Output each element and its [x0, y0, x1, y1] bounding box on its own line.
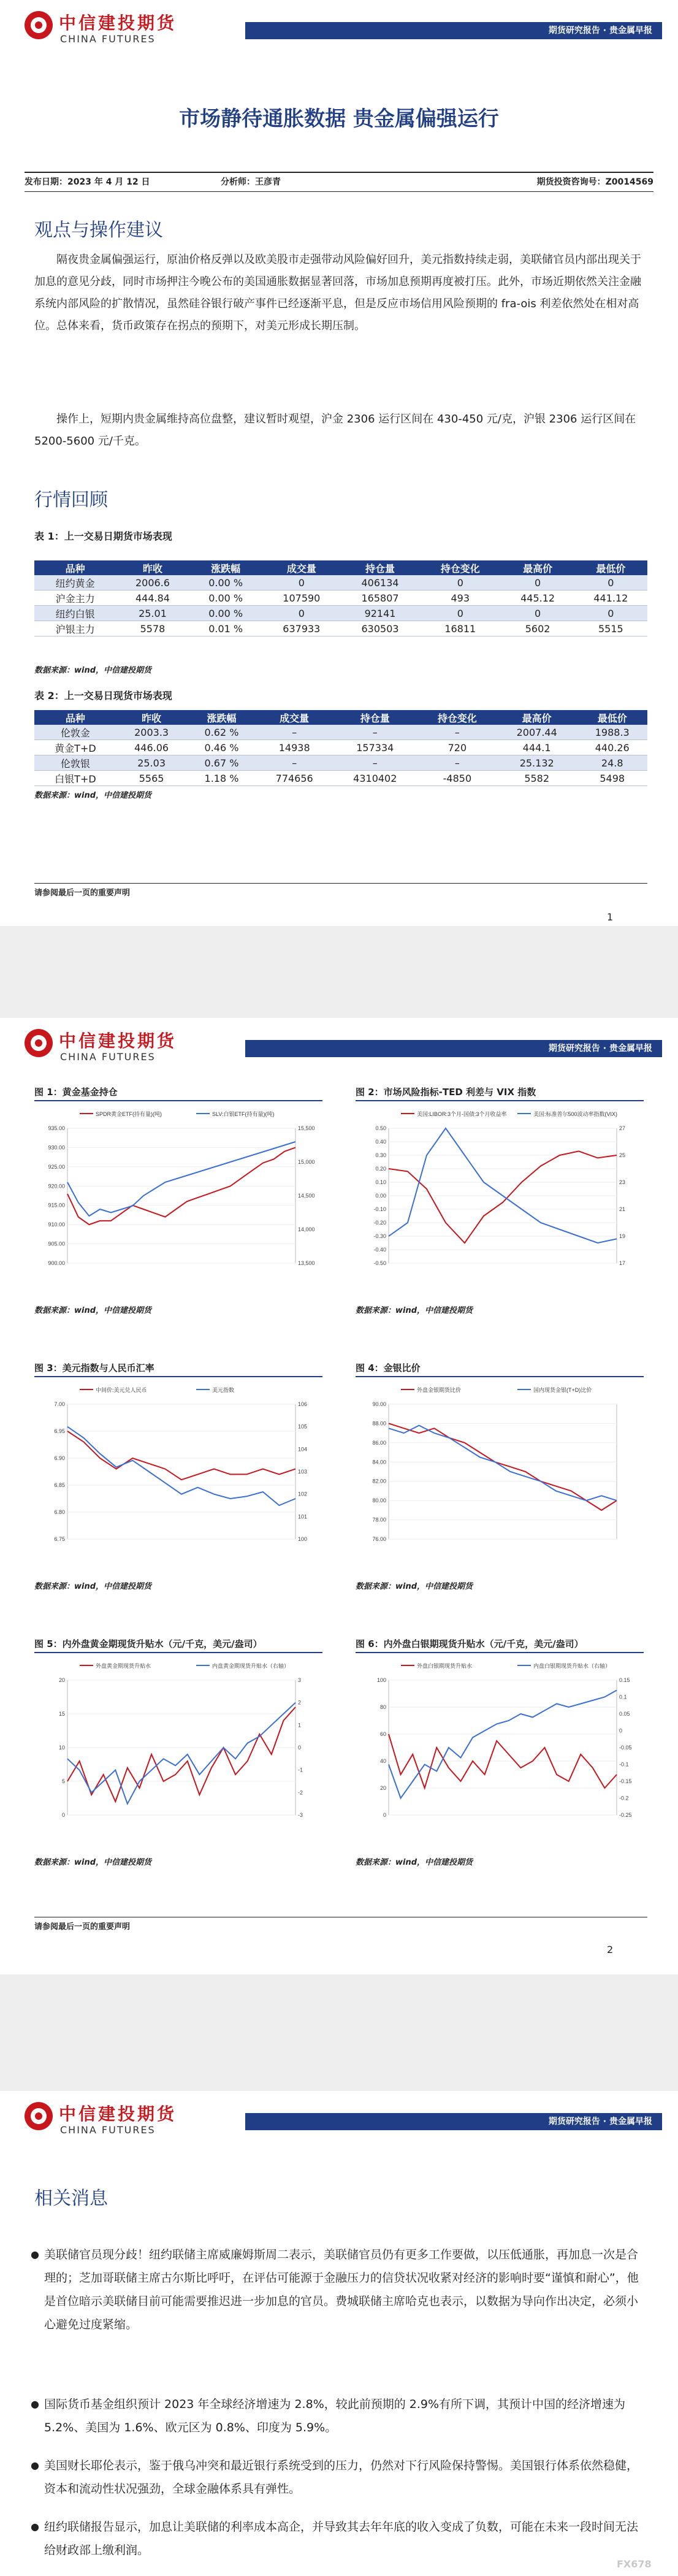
y2-tick-label: 25 — [619, 1152, 626, 1158]
table-row — [34, 755, 647, 771]
y2-tick-label: 0.1 — [619, 1694, 627, 1700]
y-tick-label: 6.90 — [54, 1455, 65, 1461]
table-cell: 4310402 — [332, 771, 418, 786]
section-review-title: 行情回顾 — [34, 489, 108, 511]
table-cell: 406134 — [341, 575, 419, 590]
page-number: 2 — [607, 1944, 614, 1955]
table-cell: – — [332, 755, 418, 771]
plot-frame — [389, 1404, 617, 1539]
table-cell: – — [257, 755, 332, 771]
legend-label: SLV:白银ETF(持有量)(吨) — [212, 1111, 275, 1117]
table-cell: 774656 — [257, 771, 332, 786]
report-tag: 期货研究报告 · 贵金属早报 — [245, 2113, 662, 2130]
y-tick-label: 0.10 — [375, 1179, 386, 1185]
report-meta — [25, 172, 653, 192]
y-tick-label: 6.75 — [54, 1536, 65, 1542]
y2-tick-label: 103 — [298, 1469, 308, 1475]
y-tick-label: 910.00 — [48, 1221, 65, 1228]
series-line — [67, 1427, 295, 1505]
y-tick-label: -0.10 — [373, 1206, 386, 1212]
legend-label: 内盘黄金期现货升贴水（右轴） — [212, 1663, 290, 1669]
chart-source: 数据来源：wind，中信建投期货 — [356, 1306, 473, 1315]
table-cell: – — [332, 725, 418, 740]
chart-title: 图 3：美元指数与人民币汇率 — [34, 1361, 322, 1377]
chart-1 — [34, 1085, 322, 1331]
table-cell: 伦敦银 — [34, 755, 116, 771]
y-tick-label: 20 — [58, 1677, 65, 1683]
table-cell: 25.03 — [116, 755, 186, 771]
table-cell: 0 — [574, 606, 647, 621]
view-paragraph-1: 隔夜贵金属偏强运行，原油价格反弹以及欧美股市走强带动风险偏好回升，美元指数持续走弱，美联储官员内部出现关于加息的意见分歧，同时市场押注今晚公布的美国通胀数据显著回落，市场加息预期再度被打压。此外，市场近期依然关注金融系统内部风险的扩散情况，虽然硅谷银行破产事件已经逐渐平息，但是反应市场信用风险预期的 fra-ois 利差依然处在相对高位。总体来看，货币政策存在拐点的预期下，对美元形成长期压制。 — [34, 253, 641, 332]
chart-3 — [34, 1361, 322, 1607]
table-header-cell: 持仓量 — [341, 560, 419, 575]
legend-label: 外盘黄金期现货升贴水 — [96, 1663, 151, 1669]
table-header-cell: 持仓量 — [332, 710, 418, 725]
y2-tick-label: 0.15 — [619, 1677, 630, 1683]
news-text: 国际货币基金组织预计 2023 年全球经济增速为 2.8%，较此前预期的 2.9%有所下调，其预计中国的经济增速为 5.2%、美国为 1.6%、欧元区为 0.8%、印度为 5.9%。 — [44, 2398, 626, 2434]
y-tick-label: 80.00 — [372, 1497, 386, 1504]
page-header — [0, 2091, 678, 2147]
bullet-icon: ● — [31, 2398, 39, 2410]
table-cell: 0 — [419, 606, 501, 621]
logo-icon — [25, 11, 53, 39]
bullet-icon: ● — [31, 2249, 39, 2260]
watermark: FX678 — [617, 2558, 652, 2570]
y-tick-label: 0.40 — [375, 1139, 386, 1145]
page-number: 1 — [607, 911, 614, 923]
news-item — [31, 2454, 639, 2501]
y-tick-label: 88.00 — [372, 1420, 386, 1427]
y2-tick-label: 0 — [298, 1745, 302, 1751]
logo-icon — [25, 1029, 53, 1057]
news-text: 纽约联储报告显示，加息让美联储的利率成本高企，并导致其去年年底的收入变成了负数，可能在未来一段时间无法给财政部上缴利润。 — [44, 2520, 639, 2557]
table-cell: 445.12 — [501, 590, 574, 606]
y-tick-label: 6.80 — [54, 1509, 65, 1515]
table-cell: 16811 — [419, 621, 501, 636]
y2-tick-label: 0 — [619, 1727, 623, 1734]
table-cell: 24.8 — [577, 755, 647, 771]
legend-label: 美国:标准普尔500波动率指数(VIX) — [533, 1111, 618, 1117]
table-cell: 黄金T+D — [34, 740, 116, 755]
table-cell: 0.00 % — [189, 606, 262, 621]
y-tick-label: 920.00 — [48, 1183, 65, 1190]
table-cell: 0.46 % — [186, 740, 256, 755]
logo-cn-text: 中信建投期货 — [59, 13, 177, 33]
y-tick-label: 0 — [383, 1812, 386, 1818]
y-tick-label: 6.95 — [54, 1428, 65, 1434]
table-cell: 0 — [262, 606, 341, 621]
table-cell: 0.62 % — [186, 725, 256, 740]
y2-tick-label: -0.05 — [619, 1745, 632, 1751]
y2-tick-label: 3 — [298, 1677, 302, 1683]
plot-frame — [67, 1128, 295, 1263]
table-cell: 5565 — [116, 771, 186, 786]
table-header-cell: 涨跌幅 — [186, 710, 256, 725]
y-tick-label: -0.20 — [373, 1220, 386, 1226]
y2-tick-label: 14,500 — [298, 1193, 315, 1199]
y-tick-label: 86.00 — [372, 1439, 386, 1446]
y2-tick-label: 1 — [298, 1722, 302, 1729]
table-row — [34, 740, 647, 755]
logo-en-text: CHINA FUTURES — [60, 2124, 156, 2136]
chart-title: 图 1：黄金基金持仓 — [34, 1085, 322, 1101]
chart-2 — [356, 1085, 644, 1331]
table-cell: 纽约黄金 — [34, 575, 116, 590]
news-item — [31, 2393, 639, 2439]
logo-icon — [25, 2102, 53, 2130]
table-cell: 2006.6 — [116, 575, 189, 590]
report-title: 市场静待通胀数据 贵金属偏强运行 — [179, 107, 499, 131]
table-cell: 444.1 — [497, 740, 577, 755]
page-footer: 请参阅最后一页的重要声明 — [34, 1917, 647, 1932]
y-tick-label: 80 — [379, 1704, 386, 1710]
table-cell: 720 — [418, 740, 497, 755]
company-logo — [25, 2100, 184, 2139]
y-tick-label: 925.00 — [48, 1163, 65, 1170]
table1-source: 数据来源：wind，中信建投期货 — [34, 666, 152, 675]
y-tick-label: 82.00 — [372, 1478, 386, 1485]
legend-label: SPDR黄金ETF(持有量)(吨) — [96, 1111, 162, 1117]
table-cell: 0.67 % — [186, 755, 256, 771]
plot-frame — [67, 1404, 295, 1539]
series-line — [389, 1426, 617, 1501]
table-cell: 5578 — [116, 621, 189, 636]
page-2 — [0, 1018, 678, 1974]
table-header-cell: 涨跌幅 — [189, 560, 262, 575]
page-header — [0, 0, 678, 56]
chart-svg — [356, 1380, 644, 1564]
y-tick-label: 900.00 — [48, 1260, 65, 1266]
y-tick-label: 0.30 — [375, 1152, 386, 1158]
table-header-cell: 品种 — [34, 710, 116, 725]
chart-svg — [34, 1380, 322, 1564]
table-cell: 伦敦金 — [34, 725, 116, 740]
table-cell: 1988.3 — [577, 725, 647, 740]
y2-tick-label: 13,500 — [298, 1260, 315, 1266]
y-tick-label: 84.00 — [372, 1459, 386, 1466]
page-1 — [0, 0, 678, 926]
y2-tick-label: -0.2 — [619, 1795, 629, 1802]
table-cell: 0 — [262, 575, 341, 590]
table-header-cell: 成交量 — [257, 710, 332, 725]
chart-4 — [356, 1361, 644, 1607]
table-cell: 5602 — [501, 621, 574, 636]
y-tick-label: -0.40 — [373, 1247, 386, 1253]
y-tick-label: 7.00 — [54, 1401, 65, 1407]
bullet-icon: ● — [31, 2459, 39, 2471]
table-cell: 纽约白银 — [34, 606, 116, 621]
publish-date: 发布日期：2023 年 4 月 12 日 — [25, 177, 150, 187]
view-paragraph-2: 操作上，短期内贵金属维持高位盘整，建议暂时观望，沪金 2306 运行区间在 430-450 元/克，沪银 2306 运行区间在 5200-5600 元/千克。 — [34, 413, 636, 448]
table-cell: 165807 — [341, 590, 419, 606]
chart-svg — [34, 1656, 322, 1840]
legend-label: 美国:LIBOR:3个月-国债:3个月收益率 — [417, 1111, 507, 1117]
table-header-cell: 最高价 — [497, 710, 577, 725]
chart-5 — [34, 1637, 322, 1882]
y2-tick-label: 14,000 — [298, 1226, 315, 1233]
news-text: 美联储官员现分歧！纽约联储主席威廉姆斯周二表示，美联储官员仍有更多工作要做，以压低通胀，再加息一次是合理的；芝加哥联储主席古尔斯比呼吁，在评估可能源于金融压力的信贷状况收紧对经济的影响时要“谨慎和耐心”，他是首位暗示美联储目前可能需要推迟进一步加息的官员。费城联储主席哈克也表示，以数据为导向作出决定，必须小心避免过度紧缩。 — [44, 2248, 639, 2331]
table-cell: 0 — [501, 575, 574, 590]
y2-tick-label: 21 — [619, 1206, 626, 1212]
table-cell: -4850 — [418, 771, 497, 786]
page-footer: 请参阅最后一页的重要声明 — [34, 883, 647, 898]
y-tick-label: 6.85 — [54, 1482, 65, 1488]
y-tick-label: 40 — [379, 1758, 386, 1764]
chart-title: 图 5：内外盘黄金期现货升贴水（元/千克，美元/盎司） — [34, 1637, 322, 1653]
company-logo — [25, 1026, 184, 1066]
table-cell: – — [257, 725, 332, 740]
table-header-cell: 持仓变化 — [418, 710, 497, 725]
chart-source: 数据来源：wind，中信建投期货 — [356, 1858, 473, 1867]
table-cell: 444.84 — [116, 590, 189, 606]
y-tick-label: 0 — [61, 1812, 65, 1818]
y2-tick-label: -0.25 — [619, 1812, 632, 1818]
chart-source: 数据来源：wind，中信建投期货 — [34, 1582, 152, 1591]
table-cell: 0.01 % — [189, 621, 262, 636]
news-item — [31, 2243, 639, 2336]
page-gap — [0, 1974, 678, 2091]
table-cell: 92141 — [341, 606, 419, 621]
table-cell: 630503 — [341, 621, 419, 636]
table-cell: 446.06 — [116, 740, 186, 755]
table-cell: 5498 — [577, 771, 647, 786]
y2-tick-label: 27 — [619, 1125, 626, 1131]
spot-table — [34, 710, 647, 786]
page-3 — [0, 2091, 678, 2576]
y2-tick-label: 0.05 — [619, 1711, 630, 1717]
logo-cn-text: 中信建投期货 — [59, 2104, 177, 2124]
logo-cn-text: 中信建投期货 — [59, 1031, 177, 1051]
report-tag: 期货研究报告 · 贵金属早报 — [245, 1040, 662, 1057]
logo-en-text: CHINA FUTURES — [60, 33, 156, 45]
chart-source: 数据来源：wind，中信建投期货 — [356, 1582, 473, 1591]
y-tick-label: -0.50 — [373, 1260, 386, 1266]
y2-tick-label: 15,000 — [298, 1159, 315, 1165]
table-header-cell: 最低价 — [577, 710, 647, 725]
table-cell: 白银T+D — [34, 771, 116, 786]
table-cell: 2003.3 — [116, 725, 186, 740]
y2-tick-label: 102 — [298, 1491, 308, 1497]
news-item — [31, 2515, 639, 2562]
table-cell: 5582 — [497, 771, 577, 786]
chart-title: 图 6：内外盘白银期现货升贴水（元/千克，美元/盎司） — [356, 1637, 644, 1653]
y-tick-label: -0.30 — [373, 1233, 386, 1239]
table-header-cell: 品种 — [34, 560, 116, 575]
table-header-cell: 昨收 — [116, 560, 189, 575]
table-cell: 25.01 — [116, 606, 189, 621]
legend-label: 内盘白银期现货升贴水（右轴） — [533, 1663, 611, 1669]
y-tick-label: 10 — [58, 1745, 65, 1751]
y-tick-label: 930.00 — [48, 1144, 65, 1151]
page-header — [0, 1018, 678, 1074]
table1-caption: 表 1：上一交易日期货市场表现 — [34, 530, 172, 542]
y2-tick-label: 106 — [298, 1401, 308, 1407]
legend-label: 外盘金银期货比价 — [417, 1387, 462, 1393]
chart-svg — [34, 1104, 322, 1288]
y2-tick-label: 101 — [298, 1513, 308, 1520]
cert-number: 期货投资咨询号：Z0014569 — [536, 177, 653, 187]
table-header-cell: 成交量 — [262, 560, 341, 575]
table-row — [34, 606, 647, 621]
series-line — [67, 1703, 295, 1804]
table-cell: 0.00 % — [189, 575, 262, 590]
table-cell: 14938 — [257, 740, 332, 755]
table-cell: 441.12 — [574, 590, 647, 606]
table-cell: 440.26 — [577, 740, 647, 755]
y-tick-label: 100 — [376, 1677, 386, 1683]
table-cell: – — [418, 755, 497, 771]
table-cell: 0 — [419, 575, 501, 590]
analyst: 分析师：王彦青 — [221, 177, 281, 187]
table-row — [34, 771, 647, 786]
table-cell: 25.132 — [497, 755, 577, 771]
chart-source: 数据来源：wind，中信建投期货 — [34, 1858, 152, 1867]
y-tick-label: 915.00 — [48, 1202, 65, 1209]
table-header-cell: 最低价 — [574, 560, 647, 575]
table2-caption: 表 2：上一交易日现货市场表现 — [34, 690, 172, 701]
y2-tick-label: -0.15 — [619, 1778, 632, 1784]
table-header-cell: 最高价 — [501, 560, 574, 575]
y2-tick-label: -2 — [298, 1789, 303, 1796]
table-cell: 0 — [574, 575, 647, 590]
table-cell: 1.18 % — [186, 771, 256, 786]
report-tag: 期货研究报告 · 贵金属早报 — [245, 22, 662, 39]
table-row — [34, 590, 647, 606]
chart-6 — [356, 1637, 644, 1882]
y2-tick-label: -0.1 — [619, 1761, 629, 1768]
y-tick-label: 78.00 — [372, 1516, 386, 1523]
y2-tick-label: 104 — [298, 1446, 308, 1453]
table-header-cell: 昨收 — [116, 710, 186, 725]
table-cell: 493 — [419, 590, 501, 606]
chart-source: 数据来源：wind，中信建投期货 — [34, 1306, 152, 1315]
company-logo — [25, 9, 184, 48]
chart-title: 图 4：金银比价 — [356, 1361, 644, 1377]
page-gap — [0, 926, 678, 1018]
y-tick-label: 0.50 — [375, 1125, 386, 1131]
y-tick-label: 905.00 — [48, 1240, 65, 1247]
y2-tick-label: 2 — [298, 1699, 302, 1706]
y2-tick-label: 100 — [298, 1536, 308, 1542]
y-tick-label: 15 — [58, 1711, 65, 1717]
y2-tick-label: -3 — [298, 1812, 303, 1818]
y2-tick-label: 19 — [619, 1233, 626, 1239]
section-news-title: 相关消息 — [34, 2188, 108, 2209]
legend-label: 美元指数 — [212, 1387, 235, 1393]
y-tick-label: 76.00 — [372, 1536, 386, 1542]
table-row — [34, 725, 647, 740]
y-tick-label: 935.00 — [48, 1125, 65, 1131]
table-cell: 5515 — [574, 621, 647, 636]
y2-tick-label: -1 — [298, 1767, 303, 1773]
table2-source: 数据来源：wind，中信建投期货 — [34, 791, 152, 800]
table-cell: 157334 — [332, 740, 418, 755]
legend-label: 中间价:美元兑人民币 — [96, 1387, 147, 1393]
news-text: 美国财长耶伦表示，鉴于俄乌冲突和最近银行系统受到的压力，仍然对下行风险保持警惕。美国银行体系依然稳健，资本和流动性状况强劲，全球金融体系具有弹性。 — [44, 2459, 639, 2496]
chart-title: 图 2：市场风险指标-TED 利差与 VIX 指数 — [356, 1085, 644, 1101]
futures-table — [34, 560, 647, 636]
table-row — [34, 621, 647, 636]
y-tick-label: 60 — [379, 1731, 386, 1737]
chart-svg — [356, 1656, 644, 1840]
chart-svg — [356, 1104, 644, 1288]
y2-tick-label: 23 — [619, 1179, 626, 1185]
table-cell: 0 — [501, 606, 574, 621]
table-cell: 2007.44 — [497, 725, 577, 740]
table-cell: 637933 — [262, 621, 341, 636]
section-view-title: 观点与操作建议 — [34, 220, 163, 241]
series-line — [67, 1707, 295, 1802]
table-cell: 沪金主力 — [34, 590, 116, 606]
y-tick-label: 0.20 — [375, 1166, 386, 1172]
table-row — [34, 575, 647, 590]
y-tick-label: 20 — [379, 1785, 386, 1791]
y2-tick-label: 105 — [298, 1423, 308, 1430]
table-header-cell: 持仓变化 — [419, 560, 501, 575]
y2-tick-label: 15,500 — [298, 1125, 315, 1131]
bullet-icon: ● — [31, 2521, 39, 2532]
y2-tick-label: 17 — [619, 1260, 626, 1266]
logo-en-text: CHINA FUTURES — [60, 1051, 156, 1063]
table-cell: 沪银主力 — [34, 621, 116, 636]
series-line — [389, 1151, 617, 1243]
table-cell: – — [418, 725, 497, 740]
legend-label: 外盘白银期现货升贴水 — [417, 1663, 473, 1669]
y-tick-label: 90.00 — [372, 1401, 386, 1407]
table-cell: 0.00 % — [189, 590, 262, 606]
table-cell: 107590 — [262, 590, 341, 606]
y-tick-label: 0.00 — [375, 1193, 386, 1199]
y-tick-label: 5 — [61, 1778, 65, 1784]
legend-label: 国内现货金银(T+D)比价 — [533, 1387, 592, 1393]
